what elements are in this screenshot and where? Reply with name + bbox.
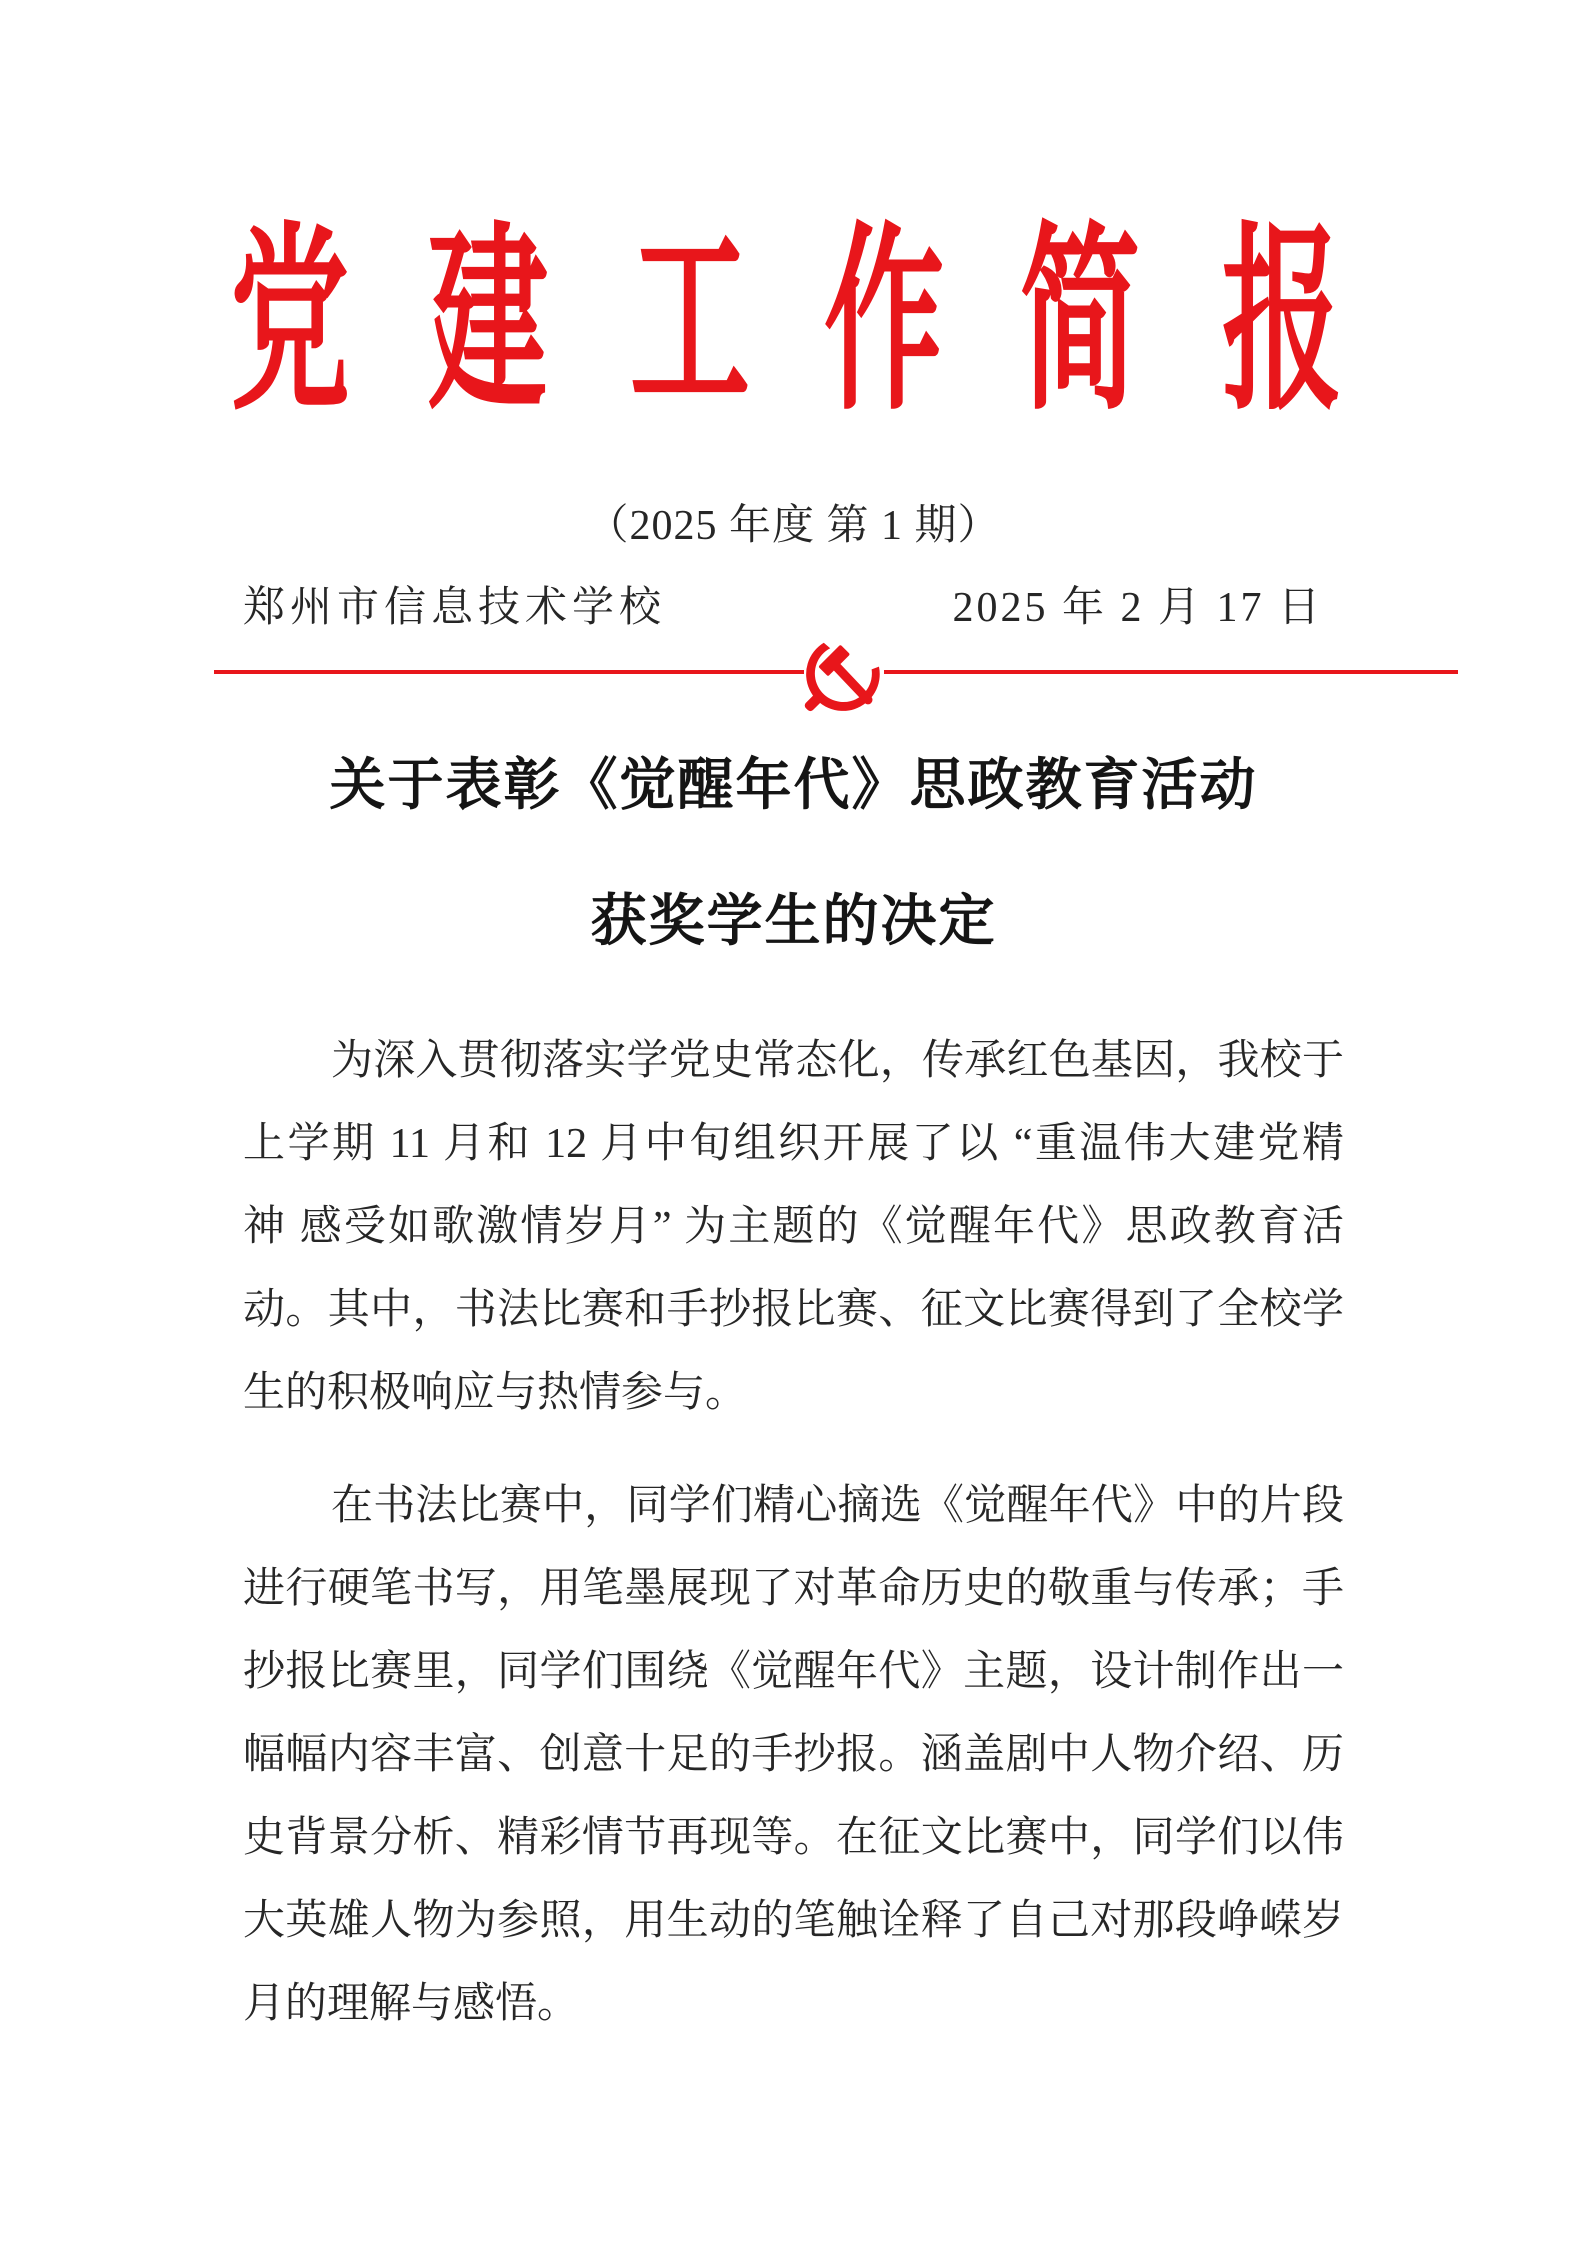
school-name: 郑州市信息技术学校 [243, 585, 667, 631]
text-line: 上学期 11 月和 12 月中旬组织开展了以 “重温伟大建党精 [243, 1121, 1344, 1167]
article-title-line: 获奖学生的决定 [590, 891, 997, 953]
masthead-title-char: 简 [1020, 213, 1141, 434]
masthead-title-char: 建 [428, 213, 549, 434]
masthead-title-char: 工 [630, 213, 751, 434]
text-line: 进行硬笔书写，用笔墨展现了对革命历史的敬重与传承；手 [243, 1566, 1344, 1612]
issue-number: （2025 年度 第 1 期） [586, 503, 1001, 549]
text-line: 在书法比赛中，同学们精心摘选《觉醒年代》中的片段 [331, 1483, 1344, 1529]
text-line: 大英雄人物为参照，用生动的笔触诠释了自己对那段峥嵘岁 [243, 1898, 1344, 1944]
paragraph [243, 1465, 1344, 2046]
text-line: 幅幅内容丰富、创意十足的手抄报。涵盖剧中人物介绍、历 [243, 1732, 1344, 1778]
text-line: 动。其中，书法比赛和手抄报比赛、征文比赛得到了全校学 [243, 1287, 1344, 1333]
text-line: 生的积极响应与热情参与。 [243, 1370, 748, 1416]
text-line: 抄报比赛里，同学们围绕《觉醒年代》主题，设计制作出一 [243, 1649, 1344, 1695]
party-emblem-icon [798, 628, 890, 720]
masthead-title-char: 作 [824, 213, 945, 434]
party-emblem-graphic [798, 628, 890, 720]
masthead-title-char: 党 [230, 213, 351, 434]
red-divider-right [884, 670, 1458, 674]
text-line: 神 感受如歌激情岁月” 为主题的《觉醒年代》思政教育活 [243, 1204, 1344, 1250]
article-body [243, 1020, 1344, 2046]
masthead-title-char: 报 [1222, 213, 1343, 434]
text-line: 为深入贯彻落实学党史常态化，传承红色基因，我校于 [331, 1038, 1344, 1084]
red-divider-left [214, 670, 804, 674]
paragraph [243, 1020, 1344, 1435]
text-line: 史背景分析、精彩情节再现等。在征文比赛中，同学们以伟 [243, 1815, 1344, 1861]
issue-date: 2025 年 2 月 17 日 [952, 585, 1323, 631]
article-title-line: 关于表彰《觉醒年代》思政教育活动 [329, 755, 1258, 817]
text-line: 月的理解与感悟。 [243, 1981, 580, 2027]
